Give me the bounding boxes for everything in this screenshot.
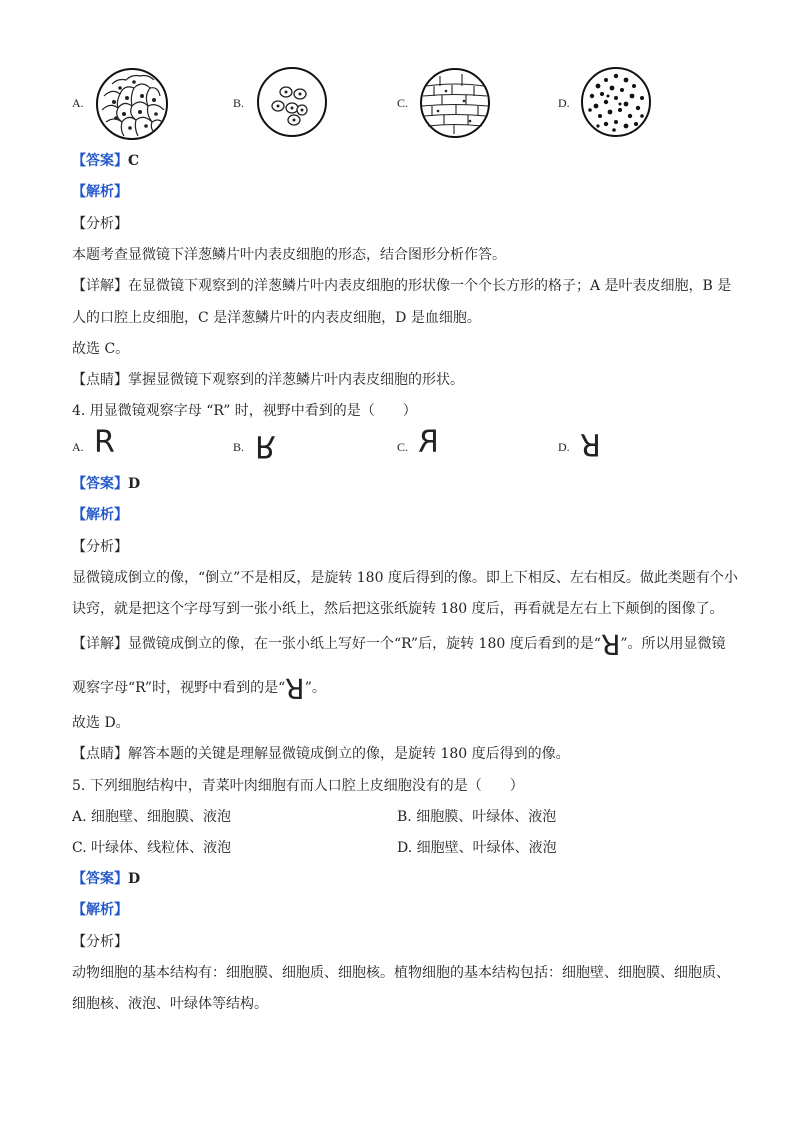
detail-tag: 【详解】 (72, 278, 128, 294)
q5-jiexi-tag: 【解析】 (72, 902, 128, 918)
q4-analysis-line-2: 诀窍，就是把这个字母写到一张小纸上，然后把这张纸旋转 180 度后，再看就是左右上下颠倒的图像了。 (72, 601, 724, 617)
dianjing-tag: 【点睛】 (72, 372, 128, 388)
q3-detail-line-2: 人的口腔上皮细胞，C 是洋葱鳞片叶的内表皮细胞，D 是血细胞。 (72, 310, 481, 326)
answer-tag: 【答案】 (72, 153, 128, 169)
q4-dianjing (72, 743, 570, 763)
q3-fenxi-tag: 【分析】 (72, 216, 128, 232)
q4-choose: 故选 D。 (72, 715, 130, 731)
q4-fenxi-tag: 【分析】 (72, 539, 128, 555)
q3-dianjing (72, 369, 464, 389)
dianjing-text: 解答本题的关键是理解显微镜成倒立的像，是旋转 180 度后得到的像。 (128, 746, 570, 762)
q3-answer (72, 150, 139, 170)
q3-jiexi-tag: 【解析】 (72, 184, 128, 200)
oral-epithelial-cells-image (256, 66, 328, 138)
answer-value: D (128, 871, 141, 887)
q4-option-a-label: A. (72, 440, 84, 454)
q4-option-b-label: B. (233, 440, 245, 454)
q3-analysis: 本题考查显微镜下洋葱鳞片叶内表皮细胞的形态，结合图形分析作答。 (72, 247, 506, 263)
q5-analysis-line-1: 动物细胞的基本结构有：细胞膜、细胞质、细胞核。植物细胞的基本结构包括：细胞壁、细胞膜、细胞质、 (72, 965, 730, 981)
q5-fenxi-tag: 【分析】 (72, 934, 128, 950)
q4-answer (72, 473, 140, 493)
q5-option-a: A. 细胞壁、细胞膜、液泡 (72, 809, 232, 825)
q5-option-d: D. 细胞壁、叶绿体、液泡 (397, 840, 557, 856)
q3-option-a-label: A. (72, 96, 84, 110)
answer-tag: 【答案】 (72, 871, 128, 887)
detail-text-2a: 观察字母“R”时，视野中看到的是“ (72, 680, 286, 696)
q4-detail-line-1 (72, 628, 726, 661)
q5-question: 5. 下列细胞结构中，青菜叶肉细胞有而人口腔上皮细胞没有的是（ ） (72, 778, 524, 794)
dianjing-tag: 【点睛】 (72, 746, 128, 762)
detail-tag: 【详解】 (72, 636, 128, 652)
q5-answer (72, 868, 140, 888)
answer-value: C (128, 153, 140, 169)
dianjing-text: 掌握显微镜下观察到的洋葱鳞片叶内表皮细胞的形状。 (128, 372, 464, 388)
rotated-r-glyph: R (600, 628, 621, 661)
q4-option-b-letter: R (255, 428, 276, 463)
q4-analysis-line-1: 显微镜成倒立的像，“倒立”不是相反，是旋转 180 度后得到的像。即上下相反、左右相反。做此类题有个小 (72, 570, 738, 586)
q3-option-b-label: B. (233, 96, 245, 110)
detail-text-2b: ”。 (304, 680, 326, 696)
detail-text-1b: ”。所以用显微镜 (620, 636, 726, 652)
q4-detail-line-2 (72, 672, 326, 705)
onion-epidermis-cells-image (418, 66, 492, 140)
q4-option-c-letter: R (418, 425, 439, 460)
q3-choose: 故选 C。 (72, 341, 130, 357)
answer-tag: 【答案】 (72, 476, 128, 492)
q5-analysis-line-2: 细胞核、液泡、叶绿体等结构。 (72, 996, 268, 1012)
q4-option-c-label: C. (397, 440, 409, 454)
q5-option-b: B. 细胞膜、叶绿体、液泡 (397, 809, 557, 825)
detail-text: 在显微镜下观察到的洋葱鳞片叶内表皮细胞的形状像一个个长方形的格子；A 是叶表皮细胞，B 是 (128, 278, 732, 294)
q3-detail-line-1 (72, 275, 731, 295)
leaf-epidermis-cells-image (94, 66, 170, 142)
detail-text-1a: 显微镜成倒立的像，在一张小纸上写好一个“R”后，旋转 180 度后看到的是“ (128, 636, 601, 652)
q3-option-c-label: C. (397, 96, 409, 110)
q5-option-c: C. 叶绿体、线粒体、液泡 (72, 840, 232, 856)
q4-option-d-letter: R (580, 426, 601, 461)
q3-option-d-label: D. (558, 96, 570, 110)
answer-value: D (128, 476, 141, 492)
rotated-r-glyph: R (285, 672, 305, 705)
q4-jiexi-tag: 【解析】 (72, 507, 128, 523)
q4-question: 4. 用显微镜观察字母 “R” 时，视野中看到的是（ ） (72, 403, 417, 419)
blood-cells-image (580, 66, 652, 138)
q4-option-d-label: D. (558, 440, 570, 454)
q4-option-a-letter: R (94, 425, 115, 460)
